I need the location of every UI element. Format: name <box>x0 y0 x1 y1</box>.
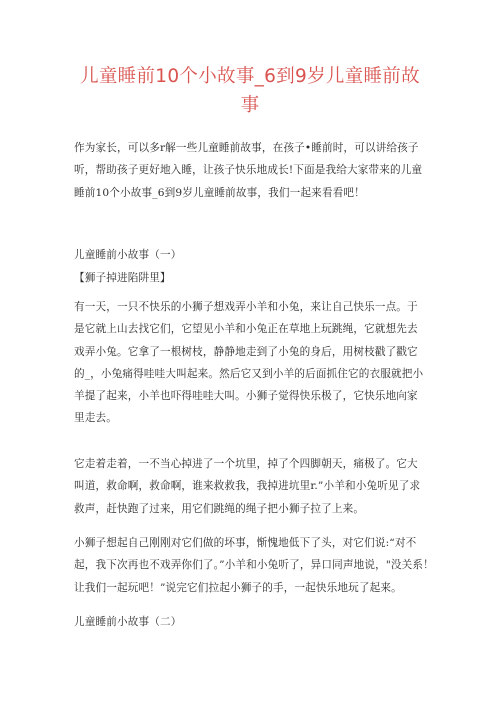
paragraph-line: 戏弄小兔。它拿了一根树枝，静静地走到了小兔的身后，用树枝戳了戳它 <box>74 345 418 358</box>
paragraph-line: 有一天，一只不快乐的小狮子想戏弄小羊和小兔，来让自己快乐一点。于 <box>74 301 418 313</box>
section-heading-2: 儿童睡前小故事（二） <box>74 616 182 628</box>
paragraph-line: 羊提了起来，小羊也吓得哇哇大叫。小狮子觉得快乐极了，它快乐地向家 <box>74 390 418 403</box>
paragraph-line: 救声，赶快跑了过来，用它们跳绳的绳子把小狮子拉了上来。 <box>74 502 365 515</box>
paragraph-line: 里走去。 <box>74 412 117 425</box>
intro-paragraph <box>74 137 430 204</box>
paragraph-line: 是它就上山去找它们，它望见小羊和小兔正在草地上玩跳绳，它就想先去 <box>74 323 418 336</box>
paragraph-line: 它走着走着，一不当心掉进了一个坑里，掉了个四脚朝天，痛极了。它大 <box>74 458 418 470</box>
paragraph-line: 让我们一起玩吧！”说完它们拉起小狮子的手，一起快乐地玩了起来。 <box>74 581 402 594</box>
title-line-1: 儿童睡前10个小故事_6到9岁儿童睡前故 <box>80 66 420 87</box>
document-title <box>60 62 440 120</box>
story-paragraph-2 <box>74 453 430 520</box>
story-paragraph-3 <box>74 532 434 599</box>
title-line-2: 事 <box>240 95 260 116</box>
intro-line: 听，帮助孩子更好地入睡，让孩子快乐地成长!下面是我给大家带来的儿童 <box>74 164 423 177</box>
paragraph-line: 叫道，救命啊，救命啊，谁来救救我，我掉进坑里r.”小羊和小兔听见了求 <box>74 480 421 493</box>
story-title: 【狮子掉进陷阱里】 <box>74 272 171 284</box>
story-paragraph-1 <box>74 296 430 430</box>
paragraph-line: 起，我下次再也不戏弄你们了。”小羊和小兔听了，异口同声地说，"没关系！ <box>74 559 434 572</box>
intro-line: 作为家长，可以多r解一些儿童睡前故事，在孩子•睡前时，可以讲给孩子 <box>74 142 419 154</box>
section-heading-1: 儿童睡前小故事（一） <box>74 249 182 261</box>
intro-line: 睡前10个小故事_6到9岁儿童睡前故事，我们一起来看看吧！ <box>74 186 365 199</box>
paragraph-line: 的_，小兔痛得哇哇大叫起来。然后它又到小羊的后面抓住它的衣服就把小 <box>74 367 424 380</box>
paragraph-line: 小狮子想起自己刚刚对它们做的坏事，惭愧地低下了头，对它们说:“对不 <box>74 537 417 549</box>
